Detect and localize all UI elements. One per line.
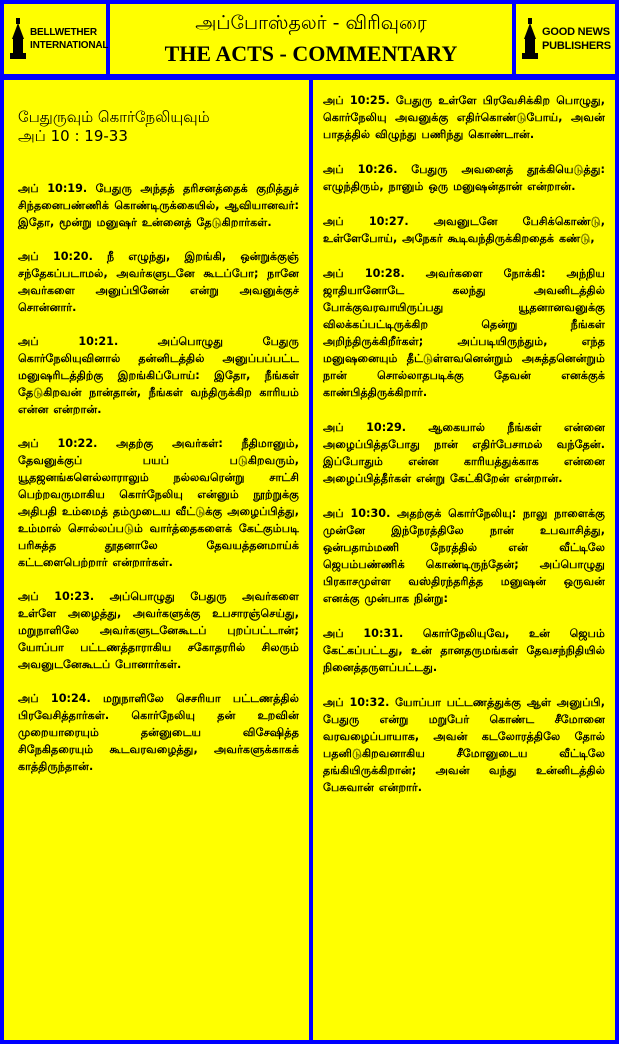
verse-paragraph: அப் 10:24. மறுநாளிலே செசரியா பட்டணத்தில் பிரவேசித்தார்கள். கொர்நேலியு தன் உறவின் முறையாரையும் தன்னுடைய விசேஷித்த சிநேகிதரையும் கூடவரவழைத்து, அவர்களுக்காகக் காத்திருந்தான். — [18, 692, 299, 773]
verse-paragraph: அப் 10:20. நீ எழுந்து, இறங்கி, ஒன்றுக்குஞ் சந்தேகப்படாமல், அவர்களுடனே கூடப்போ; நானே அவர்களை அனுப்பினேன் என்று அவனுக்குச் சொன்னார். — [18, 250, 299, 314]
right-column — [313, 80, 615, 1040]
title-box — [110, 4, 512, 74]
bellwether-emblem-icon — [10, 17, 26, 61]
verse-paragraph: அப் 10:32. யோப்பா பட்டணத்துக்கு ஆள் அனுப்பி, பேதுரு என்று மறுபேர் கொண்ட சீமோனை வரவழைப்பாயாக, அவன் கடலோரத்திலே தோல் பதனிடுகிறவனாகிய சீமோனுடைய வீட்டிலே தங்கியிருக்கிறான்; அவன் வந்து உன்னிடத்தில் பேசுவான் என்றார். — [323, 696, 605, 794]
good-news-emblem-icon — [522, 17, 538, 61]
title-tamil: அப்போஸ்தலர் - விரிவுரை — [195, 12, 427, 34]
verse-paragraph: அப் 10:31. கொர்நேலியுவே, உன் ஜெபம் கேட்கப்பட்டது, உன் தானதருமங்கள் தேவசந்நிதியில் நினைத்தருளப்பட்டது. — [323, 627, 605, 674]
verse-paragraph: அப் 10:27. அவனுடனே பேசிக்கொண்டு, உள்ளேபோய், அநேகர் கூடிவந்திருக்கிறதைக் கண்டு, — [323, 215, 605, 245]
section-heading-reference: அப் 10 : 19-33 — [18, 127, 128, 145]
verse-paragraph: அப் 10:30. அதற்குக் கொர்நேலியு: நாலு நாளைக்கு முன்னே இந்நேரத்திலே நான் உபவாசித்து, ஒன்பதாம்மணி நேரத்தில் என் வீட்டிலே ஜெபம்பண்ணிக் கொண்டிருந்தேன்; அப்பொழுது பிரகாசமுள்ள வஸ்திரந்தரித்த மனுஷன் ஒருவன் எனக்கு முன்பாக நின்று: — [323, 507, 605, 605]
logo-left-line1: BELLWETHER — [30, 27, 97, 38]
left-column — [4, 80, 309, 1040]
verse-paragraph: அப் 10:23. அப்பொழுது பேதுரு அவர்களை உள்ளே அழைத்து, அவர்களுக்கு உபசாரஞ்செய்து, மறுநாளிலே அவர்களுடனேகூடப் புறப்பட்டான்; யோப்பா பட்டணத்தாராகிய சகோதரரில் சிலரும் அவனுடனேகூடப் போனார்கள். — [18, 590, 299, 671]
bellwether-logo — [4, 4, 109, 74]
verse-paragraph: அப் 10:28. அவர்களை நோக்கி: அந்நிய ஜாதியானோடே கலந்து அவனிடத்தில் போக்குவரவாயிருப்பது யூதனானவனுக்கு விலக்கப்பட்டிருக்கிற தென்று நீங்கள் அறிந்திருக்கிறீர்கள்; அப்படியிருந்தும், எந்த மனுஷனையும் தீட்டுள்ளவனென்றும் அசுத்தனென்றும் நான் சொல்லாதபடிக்கு தேவன் எனக்குக் காண்பித்திருக்கிறார். — [323, 267, 605, 399]
section-heading-title: பேதுருவும் கொர்நேலியுவும் — [18, 108, 210, 126]
logo-right-line2: PUBLISHERS — [542, 40, 611, 52]
verse-paragraph: அப் 10:25. பேதுரு உள்ளே பிரவேசிக்கிற பொழுது, கொர்நேலியு அவனுக்கு எதிர்கொண்டுபோய், அவன் பாதத்தில் விழுந்து பணிந்து கொண்டான். — [323, 94, 605, 141]
title-english: THE ACTS - COMMENTARY — [164, 41, 458, 66]
verse-paragraph: அப் 10:29. ஆகையால் நீங்கள் என்னை அழைப்பித்தபோது நான் எதிர்பேசாமல் வந்தேன். இப்போதும் என்ன காரியத்துக்காக என்னை அழைப்பித்தீர்கள் என்று கேட்கிறேன் என்றான். — [323, 421, 605, 485]
section-heading — [18, 108, 299, 146]
verse-paragraph: அப் 10:21. அப்பொழுது பேதுரு கொர்நேலியுவினால் தன்னிடத்தில் அனுப்பப்பட்ட மனுஷரிடத்திற்கு இறங்கிப்போய்: இதோ, நீங்கள் தேடுகிறவன் நான்தான், நீங்கள் வந்திருக்கிற காரியம் என்ன என்றான். — [18, 335, 299, 416]
good-news-logo — [516, 4, 615, 74]
verse-paragraph: அப் 10:19. பேதுரு அந்தத் தரிசனத்தைக் குறித்துச் சிந்தனைபண்ணிக் கொண்டிருக்கையில், ஆவியானவர்: இதோ, மூன்று மனுஷர் உன்னைத் தேடுகிறார்கள். — [18, 182, 299, 229]
verse-paragraph: அப் 10:26. பேதுரு அவனைத் தூக்கியெடுத்து: எழுந்திரும், நானும் ஒரு மனுஷன்தான் என்றான். — [323, 163, 605, 193]
verse-paragraph: அப் 10:22. அதற்கு அவர்கள்: நீதிமானும், தேவனுக்குப் பயப் படுகிறவரும், யூதஜனங்களெல்லாராலும் நல்லவரென்று சாட்சி பெற்றவருமாகிய கொர்நேலியு என்னும் நூற்றுக்கு அதிபதி உம்மைத் தம்முடைய வீட்டுக்கு அழைப்பித்து, உம்மால் சொல்லப்படும் வார்த்தைகளைக் கேட்கும்படி பரிசுத்த தூதனாலே தேவயத்தனமாய்க் கட்டளைபெற்றார் என்றார்கள். — [18, 437, 299, 569]
logo-left-line2: INTERNATIONAL — [30, 40, 109, 51]
logo-right-line1: GOOD NEWS — [542, 26, 610, 38]
